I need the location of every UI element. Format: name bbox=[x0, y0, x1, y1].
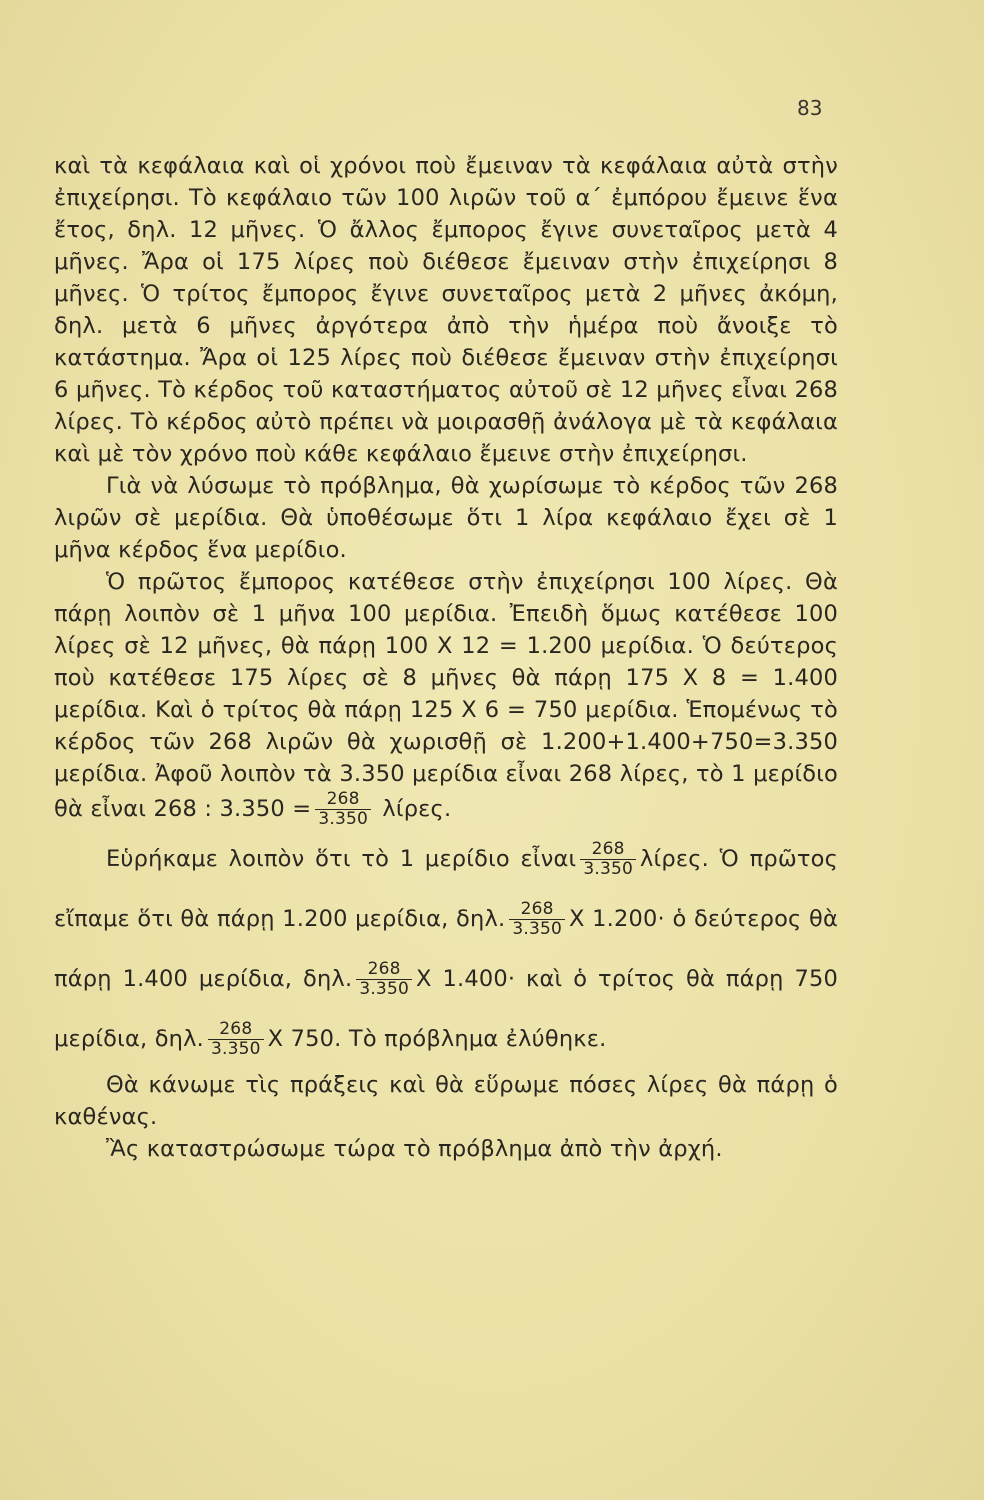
fraction-numerator: 268 bbox=[315, 790, 371, 810]
paragraph-4-part-4: X 1.400· καὶ ὁ τρίτος θὰ πάρῃ 750 μερίδια, δηλ. bbox=[54, 966, 838, 1052]
fraction bbox=[509, 900, 565, 939]
page-number: 83 bbox=[797, 96, 823, 120]
fraction bbox=[580, 840, 636, 879]
paragraph-6: Ἂς καταστρώσωμε τώρα τὸ πρόβλημα ἀπὸ τὴν ἀρχή. bbox=[106, 1136, 723, 1162]
paragraph-3-text: Ὁ πρῶτος ἔμπορος κατέθεσε στὴν ἐπιχείρησι 100 λίρες. Θὰ πάρῃ λοιπὸν σὲ 1 μῆνα 100 μερίδια. Ἐπειδὴ ὅμως κατέθεσε 100 λίρες σὲ 12 μῆνες, θὰ πάρῃ 100 X 12 = 1.200 μερίδια. Ὁ δεύτερος ποὺ κατέθεσε 175 λίρες σὲ 8 μῆνες θὰ πάρῃ 175 X 8 = 1.400 μερίδια. Καὶ ὁ τρίτος θὰ πάρῃ 125 X 6 = 750 μερίδια. Ἑπομένως τὸ κέρδος τῶν 268 λιρῶν θὰ χωρισθῇ σὲ 1.200+1.400+750=3.350 μερίδια. Ἀφοῦ λοιπὸν τὰ 3.350 μερίδια εἶναι 268 λίρες, τὸ 1 μερίδιο θὰ εἶναι 268 : 3.350 = bbox=[54, 569, 838, 822]
body-text bbox=[54, 150, 838, 1165]
paragraph-4-part-1: Εὑρήκαμε λοιπὸν ὅτι τὸ 1 μερίδιο εἶναι bbox=[106, 846, 577, 872]
fraction-denominator: 3.350 bbox=[318, 809, 369, 829]
paragraph-3-end: λίρες. bbox=[382, 796, 452, 822]
fraction-numerator: 268 bbox=[509, 900, 565, 920]
paragraph-4-part-2: λίρες. Ὁ πρῶτος εἴπαμε ὅτι θὰ πάρῃ 1.200 μερίδια, δηλ. bbox=[54, 846, 839, 932]
paragraph-3 bbox=[54, 566, 838, 829]
fraction-denominator: 3.350 bbox=[512, 919, 562, 939]
paragraph-5: Θὰ κάνωμε τὶς πράξεις καὶ θὰ εὕρωμε πόσες λίρες θὰ πάρῃ ὁ καθένας. bbox=[54, 1072, 838, 1130]
fraction-denominator: 3.350 bbox=[583, 859, 634, 879]
fraction bbox=[315, 790, 371, 829]
fraction bbox=[208, 1020, 264, 1059]
paragraph-4 bbox=[54, 829, 838, 1069]
paragraph-4-part-5: X 750. Τὸ πρόβλημα ἐλύθηκε. bbox=[267, 1026, 607, 1052]
fraction-denominator: 3.350 bbox=[359, 979, 409, 999]
paragraph-2: Γιὰ νὰ λύσωμε τὸ πρόβλημα, θὰ χωρίσωμε τὸ κέρδος τῶν 268 λιρῶν σὲ μερίδια. Θὰ ὑποθέσωμε ὅτι 1 λίρα κεφάλαιο ἔχει σὲ 1 μῆνα κέρδος ἕνα μερίδιο. bbox=[54, 473, 838, 563]
fraction-numerator: 268 bbox=[208, 1020, 264, 1040]
paragraph-1: καὶ τὰ κεφάλαια καὶ οἱ χρόνοι ποὺ ἔμειναν τὰ κεφάλαια αὐτὰ στὴν ἐπιχείρησι. Τὸ κεφάλαιο τῶν 100 λιρῶν τοῦ α΄ ἐμπόρου ἔμεινε ἕνα ἔτος, δηλ. 12 μῆνες. Ὁ ἄλλος ἔμπορος ἔγινε συνεταῖρος μετὰ 4 μῆνες. Ἄρα οἱ 175 λίρες ποὺ διέθεσε ἔμειναν στὴν ἐπιχείρησι 8 μῆνες. Ὁ τρίτος ἔμπορος ἔγινε συνεταῖρος μετὰ 2 μῆνες ἀκόμη, δηλ. μετὰ 6 μῆνες ἀργότερα ἀπὸ τὴν ἡμέρα ποὺ ἄνοιξε τὸ κατάστημα. Ἄρα οἱ 125 λίρες ποὺ διέθεσε ἔμειναν στὴν ἐπιχείρησι 6 μῆνες. Τὸ κέρδος τοῦ καταστήματος αὐτοῦ σὲ 12 μῆνες εἶναι 268 λίρες. Τὸ κέρδος αὐτὸ πρέπει νὰ μοιρασθῇ ἀνάλογα μὲ τὰ κεφάλαια καὶ μὲ τὸν χρόνο ποὺ κάθε κεφάλαιο ἔμεινε στὴν ἐπιχείρησι. bbox=[54, 153, 838, 467]
paragraph-4-part-3: X 1.200· ὁ δεύτερος θὰ πάρῃ 1.400 μερίδια, δηλ. bbox=[54, 906, 838, 992]
fraction-denominator: 3.350 bbox=[210, 1039, 261, 1059]
fraction bbox=[356, 960, 412, 999]
fraction-numerator: 268 bbox=[580, 840, 636, 860]
fraction-numerator: 268 bbox=[356, 960, 412, 980]
